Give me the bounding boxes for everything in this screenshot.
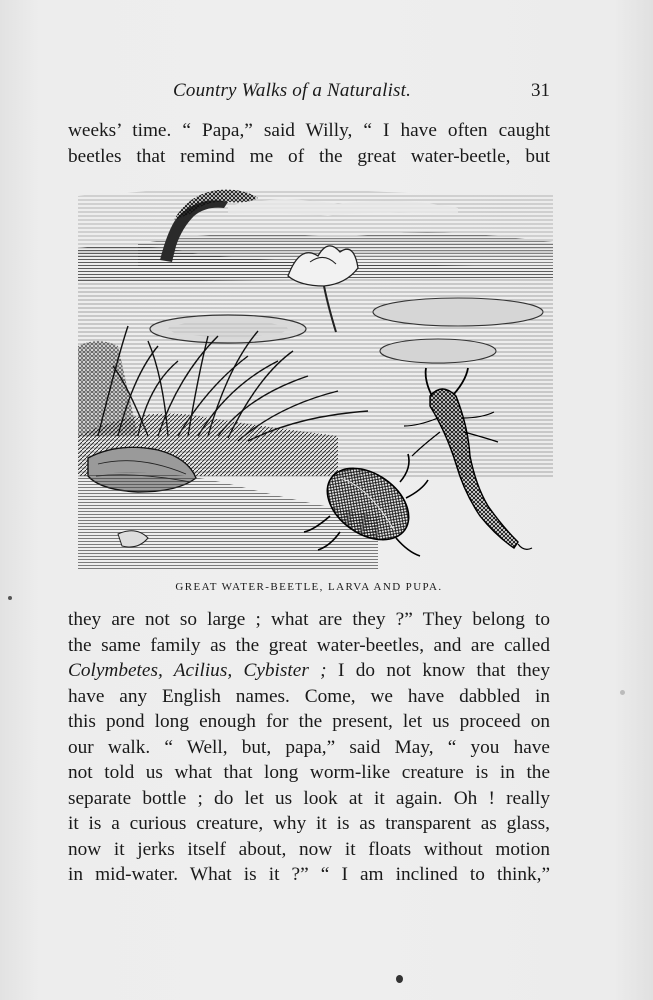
ink-speck xyxy=(8,596,12,600)
text-line: have any English names. Come, we have dabbled in xyxy=(68,685,550,707)
ink-speck xyxy=(396,975,403,983)
text-line-rest: I do not know that they xyxy=(326,660,550,681)
running-title: Country Walks of a Naturalist. xyxy=(173,80,412,101)
text-line: separate bottle ; do let us look at it again. Oh ! really xyxy=(68,787,550,809)
body-text-bottom xyxy=(68,607,550,888)
ink-speck xyxy=(620,690,625,695)
text-line: not told us what that long worm-like creature is in the xyxy=(68,762,550,783)
text-line: the same family as the great water-beetles, and are called xyxy=(68,634,550,656)
page-number: 31 xyxy=(531,80,550,101)
body-text-top xyxy=(68,118,550,169)
text-line-with-italics xyxy=(68,658,550,684)
italic-genus-names: Colymbetes, Acilius, Cybister ; xyxy=(68,660,327,681)
text-line: it is a curious creature, why it is as transparent as glass, xyxy=(68,813,550,834)
text-line: they are not so large ; what are they ?” They belong to xyxy=(68,609,550,630)
figure-caption: GREAT WATER-BEETLE, LARVA AND PUPA. xyxy=(175,581,443,593)
running-head xyxy=(68,80,550,108)
text-line: weeks’ time. “ Papa,” said Willy, “ I have often caught xyxy=(68,120,550,141)
text-line: this pond long enough for the present, let us proceed on xyxy=(68,711,550,732)
text-line: our walk. “ Well, but, papa,” said May, “ you have xyxy=(68,736,550,758)
text-line: in mid-water. What is it ?” “ I am inclined to think,” xyxy=(68,864,550,885)
engraving-illustration xyxy=(78,186,553,570)
water-beetle-engraving xyxy=(78,186,553,570)
text-line: now it jerks itself about, now it floats without motion xyxy=(68,838,550,860)
text-line: beetles that remind me of the great water-beetle, but xyxy=(68,145,550,167)
